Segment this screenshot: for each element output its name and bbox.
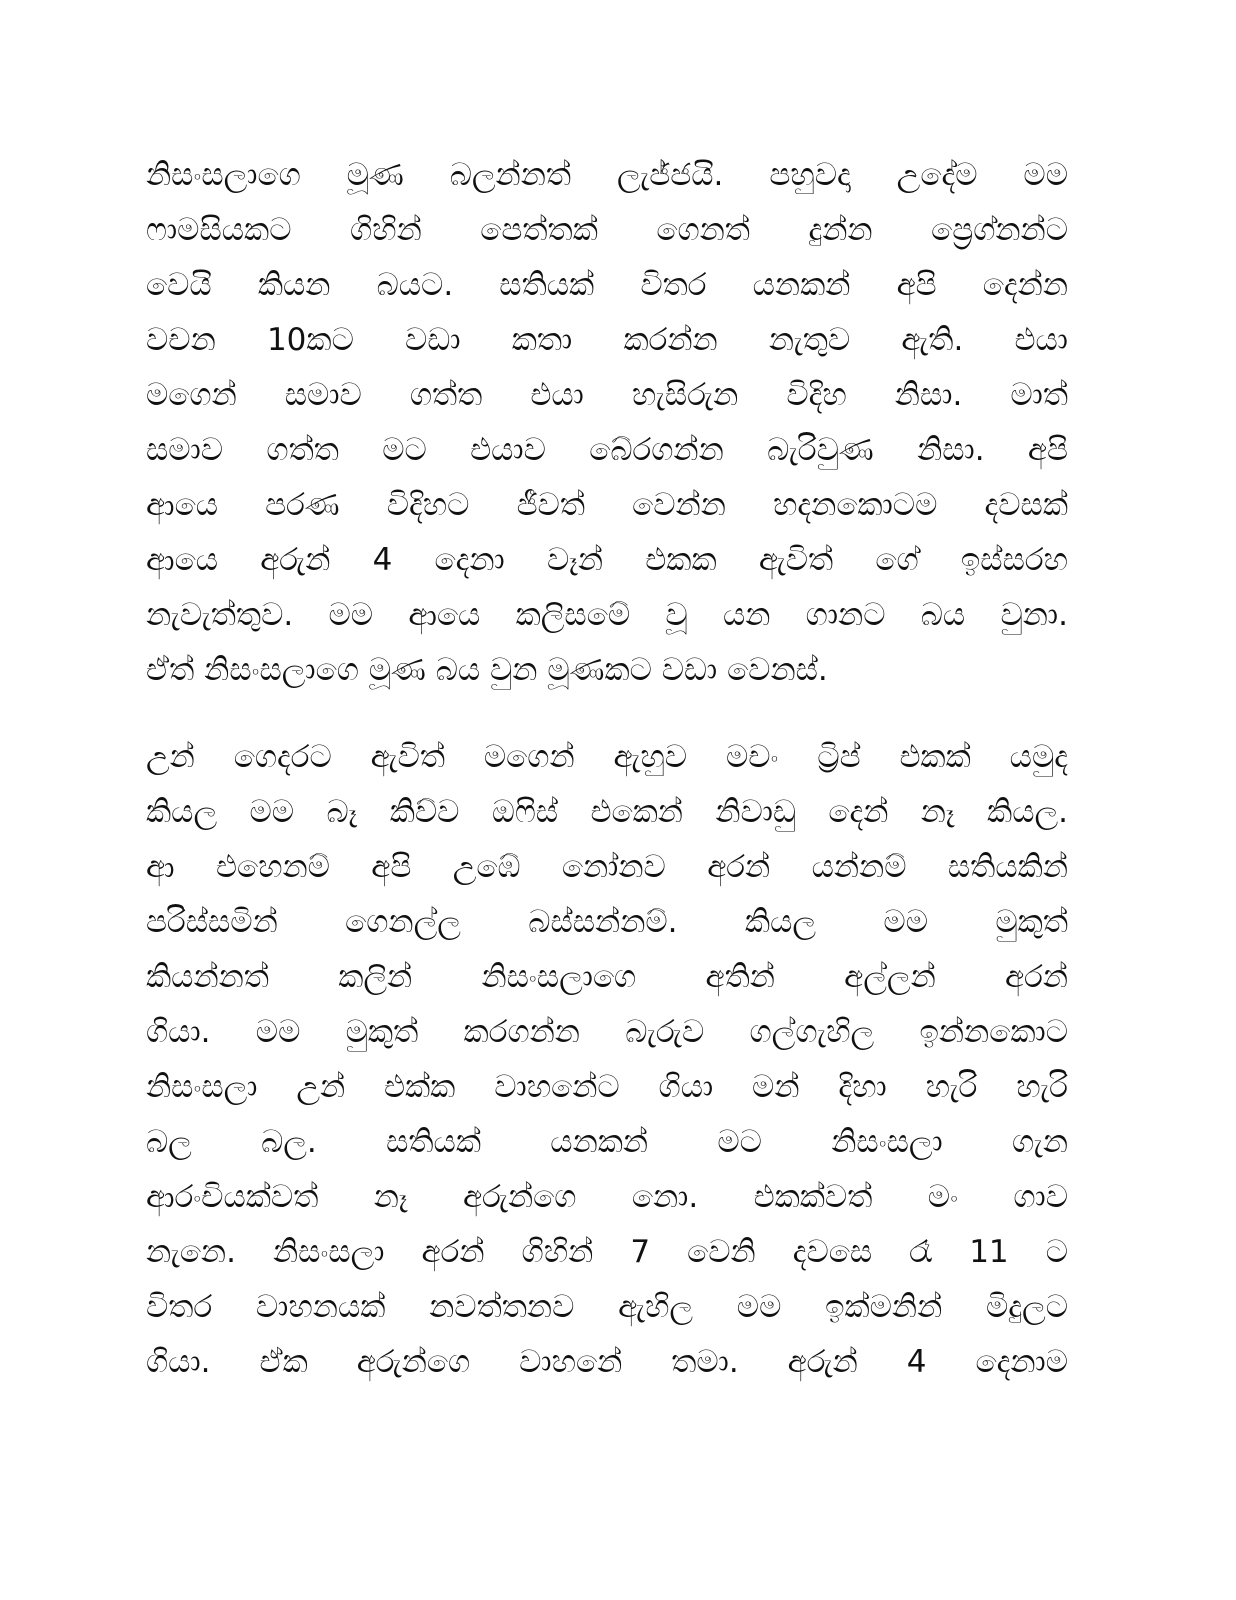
text-line: විතර වාහනයක් නවත්තනව ඇහිල මම ඉක්මනින් මිදුලට [146,1289,1068,1325]
text-line: ආයෙ අරුන් 4 දෙනා වෑන් එකක ඇවිත් ගේ ඉස්සරහ [146,542,1068,578]
text-line: ගියා. මම මුකුත් කරගන්න බැරුව ගල්ගැහිල ඉන්නකොට [146,1014,1068,1050]
text-line: ආ එහෙනම් අපි උඹේ නෝනව අරන් යන්නම් සතියකින් [146,849,1068,885]
paragraph-2 [146,734,1068,1394]
text-line: ගියා. ඒක අරුන්ගෙ වාහනේ තමා. අරුන් 4 දෙනාම [146,1344,1068,1380]
text-line: පරිස්සමින් ගෙනල්ල බස්සන්නම්. කියල මම මුකුත් [146,904,1068,940]
text-line: නිසංසලා උන් එක්ක වාහනේට ගියා මන් දිහා හැරි හැරි [146,1069,1068,1105]
text-line: කියන්නත් කලින් නිසංසලාගෙ අතින් අල්ලන් අරන් [146,959,1068,995]
text-line: වෙයි කියන බයට. සතියක් විතර යනකන් අපි දෙන්න [146,267,1068,303]
text-line: ඒත් නිසංසලාගෙ මූණ බය වුන මූණකට වඩා වෙනස්. [146,652,828,688]
text-line: මගෙන් සමාව ගත්ත එයා හැසිරුන විදිහ නිසා. මාත් [146,377,1068,413]
text-line: නැනෙ. නිසංසලා අරන් ගිහින් 7 වෙනි දවසෙ රෑ 11 ට [146,1234,1068,1270]
text-line: ෆාමසියකට ගිහින් පෙත්තක් ගෙනත් දුන්න ප්‍රෙග්නන්ට [146,212,1068,248]
text-line: නැවැත්තුව. මම ආයෙ කලිසමේ වූ යන ගානට බය වුනා. [146,597,1068,633]
paragraph-1 [146,152,1068,702]
text-line: සමාව ගත්ත මට එයාව බේරගන්න බැරිවුණ නිසා. අපි [146,432,1068,468]
text-line: බල බල. සතියක් යනකන් මට නිසංසලා ගැන [146,1124,1068,1160]
text-line: වචන 10කට වඩා කතා කරන්න නැතුව ඇති. එයා [146,322,1068,358]
text-line: කියල මම බෑ කිව්ව ඔෆිස් එකෙන් නිවාඩු දෙන් නෑ කියල. [146,794,1068,830]
text-line: උන් ගෙදරට ඇවිත් මගෙන් ඇහුව මචං ට්‍රිප් එකක් යමුද [146,739,1068,775]
text-line: ආයෙ පරණ විදිහට ජීවත් වෙන්න හදනකොටම දවසක් [146,487,1068,523]
text-line: නිසංසලාගෙ මූණ බලන්නත් ලැජ්ජයි. පහුවදා උදේම මම [146,157,1068,193]
text-line: ආරංචියක්වත් නෑ අරුන්ගෙ නො. එකක්වත් මං ගාව [146,1179,1068,1215]
